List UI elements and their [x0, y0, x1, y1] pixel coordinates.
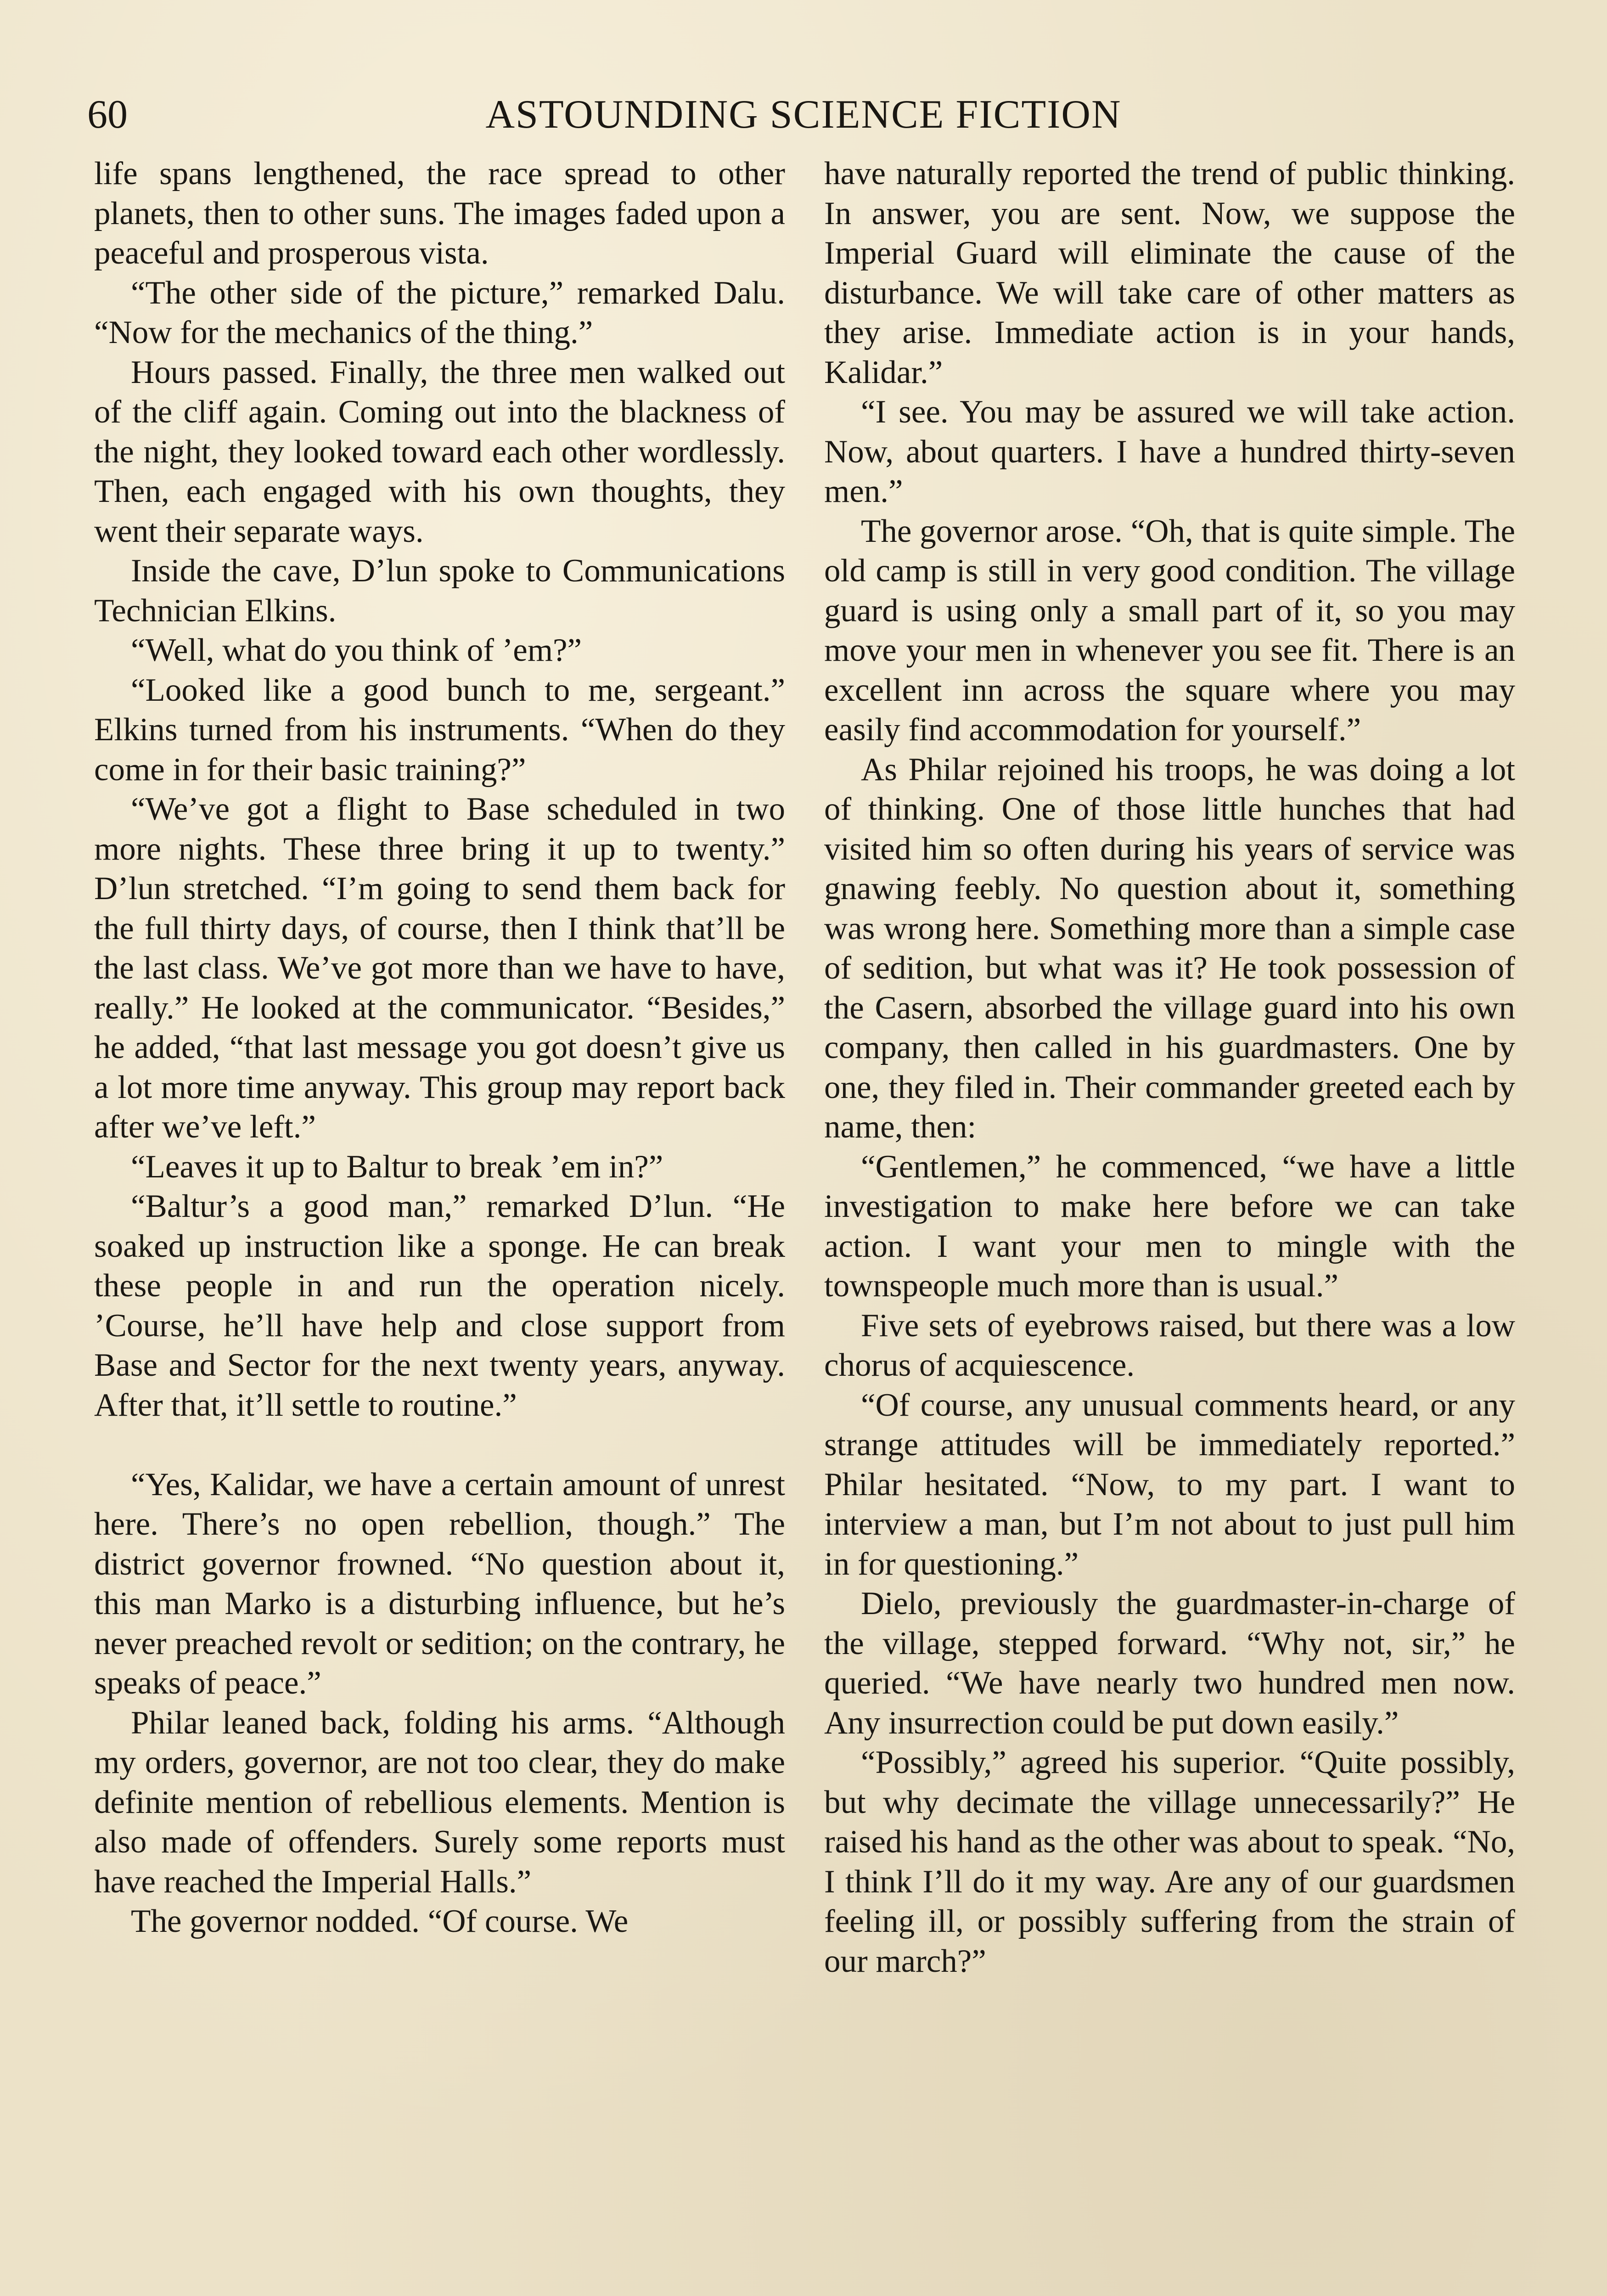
paragraph: life spans lengthened, the race spread to other planets, then to other suns. The images faded upon a peaceful and prosperous vista.: [94, 156, 785, 271]
page-header: [87, 90, 1520, 140]
right-text-column: [824, 154, 1515, 1981]
paragraph: As Philar rejoined his troops, he was doing a lot of thinking. One of those little hunches that had visited him so often during his years of service was gnawing feebly. No question about it, something was wrong here. Something more than a simple case of sedition, but what was it? He took possession of the Casern, absorbed the village guard into his own company, then called in his guardmasters. One by one, they filed in. Their commander greeted each by name, then:: [824, 751, 1515, 1145]
paragraph: “We’ve got a flight to Base scheduled in two more nights. These three bring it up to twenty.” D’lun stretched. “I’m going to send them back for the full thirty days, of course, then I think that’ll be the last class. We’ve got more than we have to have, really.” He looked at the communicator. “Besides,” he added, “that last message you got doesn’t give us a lot more time anyway. This group may report back after we’ve left.”: [94, 791, 785, 1145]
paragraph: “Possibly,” agreed his superior. “Quite possibly, but why decimate the village unnecessarily?” He raised his hand as the other was about to speak. “No, I think I’ll do it my way. Are any of our guardsmen feeling ill, or possibly suffering from the strain of our march?”: [824, 1745, 1515, 1979]
paragraph: Hours passed. Finally, the three men walked out of the cliff again. Coming out into the blackness of the night, they looked toward each other wordlessly. Then, each engaged with his own thoughts, they went their separate ways.: [94, 354, 785, 549]
paragraph: The governor arose. “Oh, that is quite simple. The old camp is still in very good condition. The village guard is using only a small part of it, so you may move your men in whenever you see fit. There is an excellent inn across the square where you may easily find accommodation for yourself.”: [824, 513, 1515, 748]
running-title: ASTOUNDING SCIENCE FICTION: [485, 92, 1122, 137]
paragraph: Dielo, previously the guardmaster-in-charge of the village, stepped forward. “Why not, sir,” he queried. “We have nearly two hundred men now. Any insurrection could be put down easily.”: [824, 1586, 1515, 1741]
paragraph: “The other side of the picture,” remarked Dalu. “Now for the mechanics of the thing.”: [94, 275, 785, 350]
section-break: [94, 1425, 785, 1465]
paragraph: “Leaves it up to Baltur to break ’em in?”: [131, 1148, 663, 1185]
paragraph: Inside the cave, D’lun spoke to Communications Technician Elkins.: [94, 553, 785, 629]
paragraph: “Yes, Kalidar, we have a certain amount of unrest here. There’s no open rebellion, though.” The district governor frowned. “No question about it, this man Marko is a disturbing influence, but he’s never preached revolt or sedition; on the contrary, he speaks of peace.”: [94, 1466, 785, 1701]
paragraph: “Of course, any unusual comments heard, or any strange attitudes will be immediately reported.” Philar hesitated. “Now, to my part. I want to interview a man, but I’m not about to just pull him in for questioning.”: [824, 1387, 1515, 1582]
paragraph: “Baltur’s a good man,” remarked D’lun. “He soaked up instruction like a sponge. He can break these people in and run the operation nicely. ’Course, he’ll have help and close support from Base and Sector for the next twenty years, anyway. After that, it’ll settle to routine.”: [94, 1188, 785, 1423]
paragraph: have naturally reported the trend of public thinking. In answer, you are sent. Now, we suppose the Imperial Guard will eliminate the cause of the disturbance. We will take care of other matters as they arise. Immediate action is in your hands, Kalidar.”: [824, 156, 1515, 390]
page-number: 60: [87, 92, 128, 137]
paragraph: “Gentlemen,” he commenced, “we have a little investigation to make here before we can take action. I want your men to mingle with the townspeople much more than is usual.”: [824, 1148, 1515, 1304]
paragraph: Philar leaned back, folding his arms. “Although my orders, governor, are not too clear, they do make definite mention of rebellious elements. Mention is also made of offenders. Surely some reports must have reached the Imperial Halls.”: [94, 1705, 785, 1900]
paragraph: “I see. You may be assured we will take action. Now, about quarters. I have a hundred thirty-seven men.”: [824, 394, 1515, 509]
paragraph: Five sets of eyebrows raised, but there was a low chorus of acquiescence.: [824, 1307, 1515, 1383]
left-text-column: [94, 154, 785, 1941]
paragraph: The governor nodded. “Of course. We: [131, 1903, 629, 1939]
paragraph: “Well, what do you think of ’em?”: [131, 632, 582, 668]
paragraph: “Looked like a good bunch to me, sergeant.” Elkins turned from his instruments. “When do they come in for their basic training?”: [94, 672, 785, 788]
